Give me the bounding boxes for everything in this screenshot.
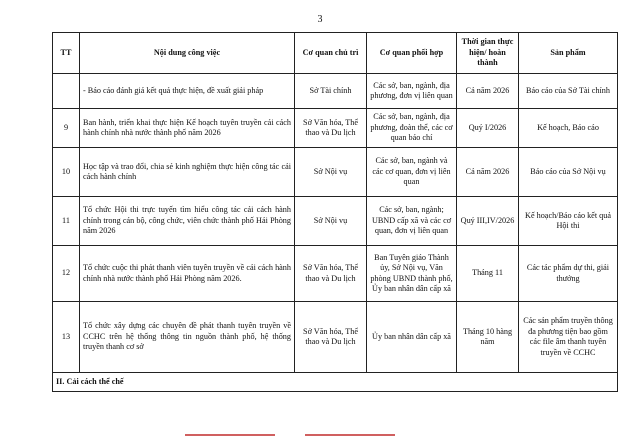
cell-coordinating-agency: Ủy ban nhân dân cấp xã: [367, 302, 457, 373]
section-header-row: [53, 373, 618, 392]
section-title: II. Cải cách thể chế: [53, 373, 618, 392]
header-lead-agency: Cơ quan chủ trì: [295, 33, 367, 74]
cell-coordinating-agency: Các sở, ban, ngành, địa phương, đơn vị liên quan: [367, 74, 457, 109]
cell-lead-agency: Sở Văn hóa, Thể thao và Du lịch: [295, 109, 367, 148]
table-header-row: [53, 33, 618, 74]
table-row: [53, 74, 618, 109]
cell-tt: 12: [53, 246, 80, 302]
cell-timeline: Quý III,IV/2026: [457, 197, 519, 246]
table-row: [53, 246, 618, 302]
cell-lead-agency: Sở Tài chính: [295, 74, 367, 109]
cell-lead-agency: Sở Nội vụ: [295, 148, 367, 197]
cell-coordinating-agency: Các sở, ban, ngành, địa phương, đoàn thể, các cơ quan báo chí: [367, 109, 457, 148]
cell-product: Các sản phẩm truyền thông đa phương tiện bao gồm các file âm thanh tuyên truyền về CCHC: [519, 302, 618, 373]
cell-lead-agency: Sở Văn hóa, Thể thao và Du lịch: [295, 302, 367, 373]
cell-content: Tổ chức cuộc thi phát thanh viên tuyên truyền về cải cách hành chính nhà nước thành phố Hải Phòng năm 2026.: [80, 246, 295, 302]
cell-content: Tổ chức xây dựng các chuyên đề phát thanh tuyên truyền về CCHC trên hệ thống thông tin nguồn thành phố, hệ thống truyền thanh cơ sở: [80, 302, 295, 373]
cell-coordinating-agency: Ban Tuyên giáo Thành ủy, Sở Nội vụ, Văn phòng UBND thành phố, Ủy ban nhân dân cấp xã: [367, 246, 457, 302]
cell-coordinating-agency: Các sở, ban, ngành và các cơ quan, đơn vị liên quan: [367, 148, 457, 197]
cell-tt: [53, 74, 80, 109]
cell-timeline: Cả năm 2026: [457, 148, 519, 197]
header-coordinating-agency: Cơ quan phối hợp: [367, 33, 457, 74]
header-content: Nội dung công việc: [80, 33, 295, 74]
cell-timeline: Tháng 11: [457, 246, 519, 302]
cell-content: Ban hành, triển khai thực hiện Kế hoạch tuyên truyền cải cách hành chính nhà nước thành phố năm 2026: [80, 109, 295, 148]
cell-product: Báo cáo của Sở Nội vụ: [519, 148, 618, 197]
work-plan-table: [52, 32, 618, 392]
cell-timeline: Cả năm 2026: [457, 74, 519, 109]
cell-timeline: Tháng 10 hàng năm: [457, 302, 519, 373]
cell-tt: 13: [53, 302, 80, 373]
header-product: Sản phẩm: [519, 33, 618, 74]
cell-coordinating-agency: Các sở, ban, ngành; UBND cấp xã và các cơ quan, đơn vị liên quan: [367, 197, 457, 246]
cell-product: Báo cáo của Sở Tài chính: [519, 74, 618, 109]
cell-content: Học tập và trao đổi, chia sẻ kinh nghiệm thực hiện công tác cải cách hành chính: [80, 148, 295, 197]
cell-tt: 10: [53, 148, 80, 197]
cell-lead-agency: Sở Nội vụ: [295, 197, 367, 246]
table-row: [53, 148, 618, 197]
cell-tt: 11: [53, 197, 80, 246]
page-number: 3: [317, 14, 323, 25]
table-row: [53, 302, 618, 373]
cell-tt: 9: [53, 109, 80, 148]
header-timeline: Thời gian thực hiện/ hoàn thành: [457, 33, 519, 74]
stamp-mark-right: [305, 430, 395, 442]
cell-lead-agency: Sở Văn hóa, Thể thao và Du lịch: [295, 246, 367, 302]
cell-product: Kế hoạch/Báo cáo kết quả Hội thi: [519, 197, 618, 246]
cell-content: Tổ chức Hội thi trực tuyến tìm hiểu công tác cải cách hành chính trong cán bộ, công chức, viên chức thành phố Hải Phòng năm 2026: [80, 197, 295, 246]
stamp-mark-left: [185, 430, 275, 442]
table-row: [53, 109, 618, 148]
cell-timeline: Quý I/2026: [457, 109, 519, 148]
cell-product: Kế hoạch, Báo cáo: [519, 109, 618, 148]
header-tt: TT: [53, 33, 80, 74]
table-row: [53, 197, 618, 246]
cell-product: Các tác phẩm dự thi, giải thưởng: [519, 246, 618, 302]
cell-content: - Báo cáo đánh giá kết quả thực hiện, đề xuất giải pháp: [80, 74, 295, 109]
